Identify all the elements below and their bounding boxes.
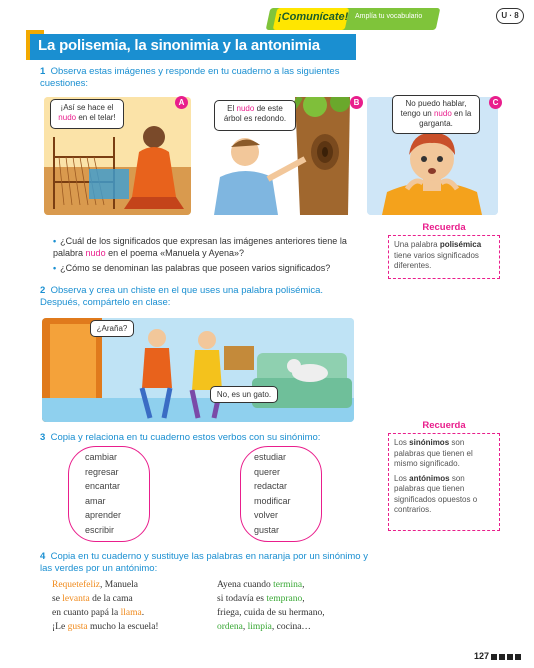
poem-text: si todavía es bbox=[217, 594, 267, 604]
unit-badge: U · 8 bbox=[496, 8, 524, 24]
poem-line bbox=[217, 578, 377, 592]
poem-line bbox=[52, 592, 212, 606]
poem-text: , bbox=[302, 580, 305, 590]
speech-bubble-a: ¡Así se hace el nudo en el telar! bbox=[50, 99, 124, 129]
poem-line bbox=[52, 620, 212, 634]
highlighted-word: Requetefeliz bbox=[52, 580, 101, 590]
verb-item: volver bbox=[254, 510, 279, 520]
verb-item: querer bbox=[254, 466, 281, 477]
panel-tag-b: B bbox=[350, 96, 363, 109]
speech-bubble-gato: No, es un gato. bbox=[210, 386, 278, 403]
activity-2-instruction: 2 Observa y crea un chiste en el que uses una palabra polisémica. Después, compártelo en clase: bbox=[40, 285, 324, 308]
poem-text: , bbox=[242, 622, 248, 632]
verb-item: gustar bbox=[254, 524, 280, 535]
poem-column-1 bbox=[52, 578, 212, 634]
poem-line bbox=[217, 592, 377, 606]
verb-item: redactar bbox=[254, 481, 288, 491]
verb-item: aprender bbox=[85, 510, 122, 520]
section-subtitle: Amplía tu vocabulario bbox=[355, 13, 423, 20]
section-tag: ¡Comunícate! bbox=[278, 11, 349, 23]
highlighted-word: termina bbox=[273, 580, 303, 590]
living-room-illustration bbox=[42, 318, 354, 422]
speech-bubble-c: No puedo hablar, tengo un nudo en la garganta. bbox=[392, 95, 480, 134]
activity-1-instruction bbox=[40, 66, 360, 90]
sinonimos-definition: Los sinónimos son palabras que tienen el mismo significado. bbox=[394, 438, 473, 468]
verb-list-left bbox=[85, 450, 121, 537]
highlighted-word: temprano bbox=[266, 594, 303, 604]
poem-text: ¡Le bbox=[52, 622, 68, 632]
activity-3-instruction: 3 Copia y relaciona en tu cuaderno estos verbos con su sinónimo: bbox=[40, 432, 321, 443]
recuerda-title-2: Recuerda bbox=[422, 420, 466, 431]
activity-4-instruction: 4 Copia en tu cuaderno y sustituye las palabras en naranja por un sinónimo y las verdes por un antónimo: bbox=[40, 551, 368, 574]
poem-text: , Manuela bbox=[100, 580, 139, 590]
poem-text: de la cama bbox=[89, 594, 133, 604]
verb-item: regresar bbox=[85, 466, 119, 477]
highlighted-word: gusta bbox=[67, 622, 88, 632]
poem-text: , bbox=[302, 594, 305, 604]
recuerda-box-1: Una palabra polisémica tiene varios significados diferentes. bbox=[388, 235, 500, 279]
speech-bubble-b: El nudo de este árbol es redondo. bbox=[214, 100, 296, 131]
poem-line bbox=[52, 606, 212, 620]
verb-item: escribir bbox=[85, 524, 115, 535]
page-number: 127 bbox=[474, 651, 490, 661]
poem-line bbox=[217, 620, 377, 634]
highlighted-word: levanta bbox=[62, 594, 90, 604]
highlighted-word: llama bbox=[120, 608, 142, 618]
recuerda-box-2 bbox=[388, 433, 500, 531]
page-title: La polisemia, la sinonimia y la antonimia bbox=[38, 37, 320, 54]
poem-text: Ayena cuando bbox=[217, 580, 274, 590]
highlighted-word: ordena bbox=[217, 622, 243, 632]
poem-text: mucho la escuela! bbox=[87, 622, 159, 632]
verb-item: modificar bbox=[254, 495, 291, 506]
activity-number: 1 bbox=[40, 66, 46, 77]
question-1: • ¿Cuál de los significados que expresan las imágenes anteriores tiene la palabra nudo en el poema «Manuela y Ayena»? bbox=[53, 236, 347, 258]
poem-text: se bbox=[52, 594, 63, 604]
antonimos-definition: Los antónimos son palabras que tienen significados opuestos o contrarios. bbox=[394, 473, 478, 514]
verb-item: encantar bbox=[85, 481, 121, 491]
recuerda-title-1: Recuerda bbox=[422, 222, 466, 233]
poem-line bbox=[52, 578, 212, 592]
speech-bubble-arana: ¿Araña? bbox=[90, 320, 134, 337]
instruction-text: Observa estas imágenes y responde en tu cuaderno a las siguientes cuestiones: bbox=[40, 66, 340, 89]
verb-item: cambiar bbox=[85, 452, 118, 462]
verb-item: estudiar bbox=[254, 452, 287, 462]
illustration-2 bbox=[42, 318, 354, 422]
panel-tag-c: C bbox=[489, 96, 502, 109]
poem-text: . bbox=[141, 608, 145, 618]
question-2: • ¿Cómo se denominan las palabras que poseen varios significados? bbox=[53, 263, 331, 273]
verb-list-right bbox=[254, 450, 291, 537]
poem-text: friega, cuida de su hermano, bbox=[217, 608, 325, 618]
poem-line bbox=[217, 606, 377, 620]
page-decoration bbox=[491, 654, 523, 660]
highlighted-word: limpia bbox=[247, 622, 272, 632]
panel-tag-a: A bbox=[175, 96, 188, 109]
verb-item: amar bbox=[85, 495, 106, 506]
poem-text: en cuanto papá la bbox=[52, 608, 121, 618]
poem-text: , cocina… bbox=[271, 622, 311, 632]
poem-column-2 bbox=[217, 578, 377, 634]
